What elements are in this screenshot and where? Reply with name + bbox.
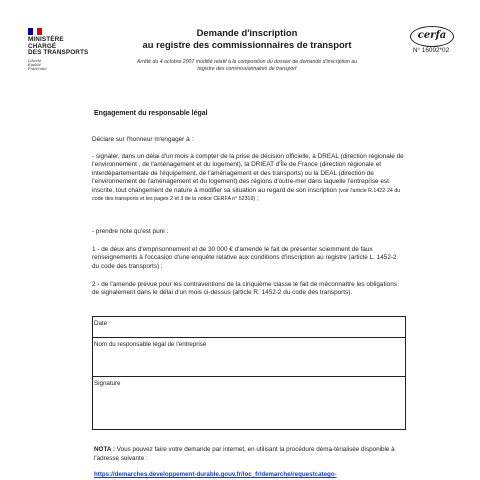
cerfa-number: N° 16092*02	[412, 47, 450, 54]
penalty-item-1: 1 - de deux ans d'emprisonnement et de 30 000 € d'amende le fait de présenter sciemment de faux renseignements à l'occasion d'une enquête relative aux conditions d'inscription au registre (article L. 1452-2 du code des transports) ;	[92, 246, 397, 270]
signature-label: Signature	[94, 380, 121, 387]
commitment-paragraph: - signaler, dans un délai d'un mois à compter de la prise de décision officielle, à DREAL (direction régionale de l'environnement , de l'aménagement et du logement), la DRIEAT d'Île de France (direction régionale et interdépartementale de l'équipement, de l'aménagement et des transports) ou la DEAL (direction de l'environnement de l'aménagement et du logement) des régions d'outre-mer dans laquelle l'entreprise est inscrite, tout changement de nature à modifier sa situation au regard de son inscription (voir l'article R.1422-24 du code des transports et les pages 2 et 3 de la notice CERFA n° 52319) ;	[92, 153, 404, 203]
document-subtitle: Arrêté du 4 octobre 2007 modifié relatif à la composition du dossier de demande d'inscription au registre des commissionnaires de transport	[136, 59, 358, 72]
french-flag-icon	[28, 28, 42, 35]
cerfa-logo: cerfa	[410, 26, 454, 47]
date-field[interactable]	[93, 317, 405, 338]
document-title: Demande d'inscription au registre des commissionnaires de transport	[142, 27, 352, 50]
declaration-intro: Déclare sur l'honneur m'engager à :	[92, 136, 194, 143]
note-paragraph: NOTA : Vous pouvez faire votre demande par internet, en utilisant la procédure déma-térialisée disponible à l'adresse suivante :	[94, 446, 395, 462]
name-label: Nom du responsable légal de l'entreprise	[94, 341, 207, 348]
online-procedure-link[interactable]: https://demarches.developpement-durable.gouv.fr/loc_fr/demarche/requestcatego-	[94, 471, 337, 478]
section-title: Engagement du responsable légal	[94, 110, 208, 117]
penalty-item-2: 2 - de l'amende prévue pour les contraventions de la cinquième classe le fait de méconnaître les obligations de signalement dans le délai d'un mois ci-dessus (article R. 1452-2 du code des transports).	[92, 281, 397, 297]
date-label: Date	[94, 320, 108, 327]
legal-representative-name-field[interactable]	[93, 338, 405, 377]
signature-table	[92, 316, 406, 430]
ministry-motto: Liberté Égalité Fraternité	[28, 58, 47, 72]
ministry-logo	[28, 28, 108, 72]
ministry-name: MINISTÈRE CHARGÉ DES TRANSPORTS	[28, 36, 89, 57]
penalty-intro: - prendre note qu'est puni :	[92, 228, 169, 235]
signature-field[interactable]	[93, 377, 405, 429]
